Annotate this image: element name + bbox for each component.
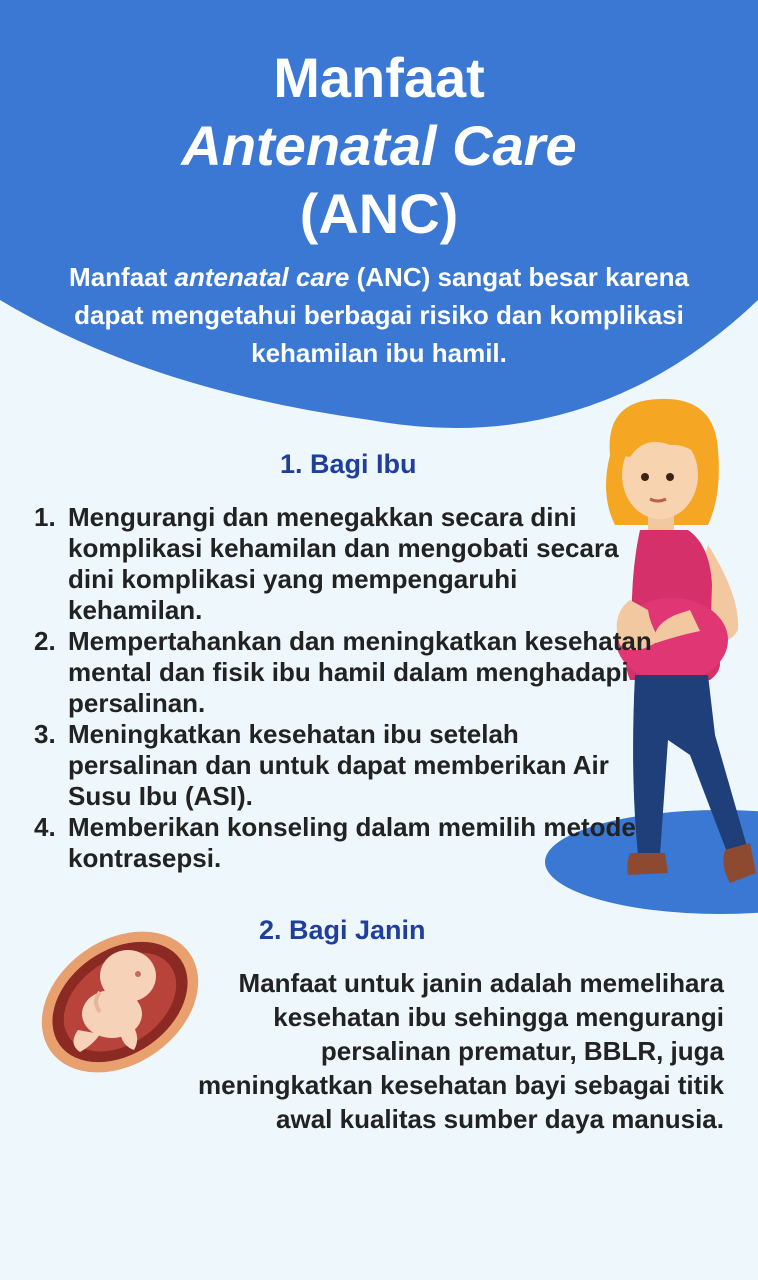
list-text: Memberikan konseling dalam memilih metode kontrasepsi.: [68, 812, 636, 873]
heading-bagi-ibu: 1. Bagi Ibu: [280, 449, 417, 479]
heading-bagi-janin: 2. Bagi Janin: [259, 915, 426, 945]
list-text: Meningkatkan kesehatan ibu setelah persalinan dan untuk dapat memberikan Air Susu Ibu (ASI).: [68, 719, 609, 811]
list-item: [34, 502, 654, 626]
janin-paragraph: Manfaat untuk janin adalah memelihara kesehatan ibu sehingga mengurangi persalinan prematur, BBLR, juga meningkatkan kesehatan bayi sebagai titik awal kualitas sumber daya manusia.: [198, 968, 724, 1134]
intro-paragraph: [40, 258, 718, 372]
title-line-2: Antenatal Care: [181, 114, 577, 177]
list-number: 4.: [34, 812, 56, 842]
title-line-1: Manfaat: [273, 46, 485, 109]
list-number: 2.: [34, 626, 56, 656]
list-item: [34, 812, 654, 874]
list-text: Mengurangi dan menegakkan secara dini komplikasi kehamilan dan mengobati secara dini komplikasi yang mempengaruhi kehamilan.: [68, 502, 619, 625]
list-item: [34, 626, 654, 719]
list-item: [34, 719, 654, 812]
title-line-3: (ANC): [299, 182, 459, 245]
list-number: 3.: [34, 719, 56, 749]
intro-italic: antenatal care: [174, 262, 350, 292]
intro-suffix: (ANC) sangat besar karena dapat mengetahui berbagai risiko dan komplikasi kehamilan ibu hamil.: [74, 262, 689, 368]
ibu-benefit-list: [34, 502, 654, 874]
intro-prefix: Manfaat: [69, 262, 175, 292]
list-text: Mempertahankan dan meningkatkan kesehatan mental dan fisik ibu hamil dalam menghadapi persalinan.: [68, 626, 652, 718]
list-number: 1.: [34, 502, 56, 532]
